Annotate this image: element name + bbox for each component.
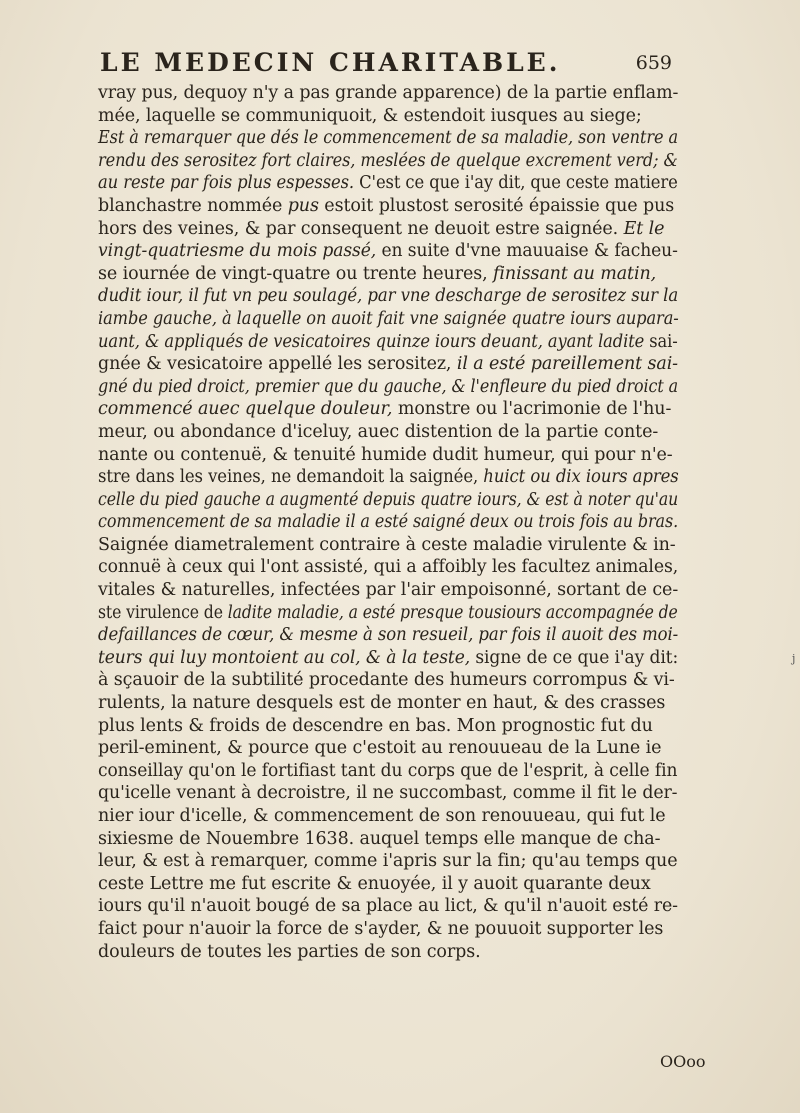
roman-segment: connuë à ceux qui l'ont assisté, qui a affoibly les facultez animales,: [98, 557, 679, 578]
italic-segment: defaillances de cœur, & mesme à son resueil, par fois il auoit des moi-: [98, 625, 679, 646]
roman-segment: nier iour d'icelle, & commencement de son renouueau, qui fut le: [98, 806, 666, 826]
text-line: [98, 353, 677, 376]
roman-segment: meur, ou abondance d'iceluy, auec distention de la partie conte-: [98, 421, 659, 442]
italic-segment: au reste par fois plus espesses.: [98, 173, 355, 194]
text-line: [98, 828, 678, 851]
catchword: OOoo: [660, 1052, 706, 1071]
text-line: [98, 127, 678, 150]
text-line: [98, 398, 678, 421]
roman-segment: blanchastre nommée: [98, 195, 288, 216]
text-line: [98, 760, 678, 783]
roman-segment: iours qu'il n'auoit bougé de sa place au lict, & qu'il n'auoit esté re-: [98, 896, 678, 917]
roman-segment: rulents, la nature desquels est de monter en haut, & des crasses: [98, 693, 666, 714]
roman-segment: signe de ce que i'ay dit:: [470, 647, 679, 668]
roman-segment: mée, laquelle se communiquoit, & estendoit iusques au siege;: [98, 105, 642, 126]
roman-segment: plus lents & froids de descendre en bas. Mon prognostic fut du: [98, 715, 653, 736]
text-line: [98, 331, 678, 354]
text-line: [98, 941, 678, 964]
text-line: [98, 376, 679, 399]
roman-segment: estoit plustost serosité épaissie que pus: [318, 195, 675, 216]
roman-segment: à sçauoir de la subtilité procedante des humeurs corrompus & vi-: [98, 670, 675, 691]
italic-segment: pus: [287, 195, 319, 216]
roman-segment: monstre ou l'acrimonie de l'hu-: [392, 399, 672, 420]
roman-segment: stre dans les veines, ne demandoit la saignée,: [98, 467, 484, 488]
roman-segment: Saignée diametralement contraire à ceste maladie virulente & in-: [98, 534, 676, 555]
text-line: [98, 285, 679, 308]
page-number: 659: [635, 52, 672, 74]
text-line: [98, 150, 678, 173]
italic-segment: iambe gauche, à laquelle on auoit fait vne saignée quatre iours aupara-: [98, 308, 679, 329]
italic-segment: Est à remarquer que dés le commencement de sa maladie, son ventre a: [98, 128, 678, 149]
text-line: [98, 918, 678, 941]
roman-segment: ste virulence de: [98, 602, 228, 623]
text-line: [98, 715, 678, 738]
text-line: [98, 602, 678, 625]
text-line: [98, 850, 678, 873]
text-line: [98, 489, 679, 512]
roman-segment: nante ou contenuë, & tenuité humide dudit humeur, qui pour n'e-: [98, 444, 673, 465]
italic-segment: dudit iour, il fut vn peu soulagé, par vne descharge de serositez sur la: [98, 286, 679, 307]
text-line: [98, 737, 678, 760]
italic-segment: vingt-quatriesme du mois passé,: [98, 241, 377, 262]
roman-segment: conseillay qu'on le fortifiast tant du corps que de l'esprit, à celle fin: [98, 760, 678, 781]
roman-segment: vitales & naturelles, infectées par l'air empoisonné, sortant de ce-: [98, 580, 679, 601]
text-line: [98, 669, 678, 692]
body-text: [98, 82, 678, 963]
text-line: [98, 308, 679, 331]
text-line: [98, 624, 679, 647]
text-line: [98, 647, 679, 670]
italic-segment: teurs qui luy montoient au col, & à la teste,: [98, 647, 471, 668]
roman-segment: vray pus, dequoy n'y a pas grande apparence) de la partie enflam-: [98, 83, 679, 103]
roman-segment: sixiesme de Nouembre 1638. auquel temps elle manque de cha-: [98, 828, 661, 849]
roman-segment: qu'icelle venant à decroistre, il ne succombast, comme il fit le der-: [98, 783, 678, 804]
italic-segment: rendu des serositez fort claires, meslées de quelque excrement verd; &: [98, 150, 678, 171]
text-line: [98, 263, 678, 286]
roman-segment: se iournée de vingt-quatre ou trente heures,: [98, 263, 494, 284]
italic-segment: uant, & appliqués de vesicatoires quinze iours deuant, ayant ladite: [98, 331, 645, 352]
page-header: [100, 48, 672, 82]
text-line: [98, 172, 678, 195]
text-line: [98, 444, 678, 467]
roman-segment: hors des veines, & par consequent ne deuoit estre saignée.: [98, 218, 624, 239]
roman-segment: leur, & est à remarquer, comme i'apris sur la fin; qu'au temps que: [98, 851, 678, 872]
running-title: LE MEDECIN CHARITABLE.: [100, 48, 561, 77]
italic-segment: celle du pied gauche a augmenté depuis quatre iours, & est à noter qu'au: [98, 489, 679, 510]
text-line: [98, 240, 678, 263]
text-line: [98, 534, 678, 557]
italic-segment: gné du pied droict, premier que du gauche, & l'enfleure du pied droict a: [98, 376, 679, 397]
text-line: [98, 195, 678, 218]
italic-segment: commencé auec quelque douleur,: [98, 399, 393, 420]
text-line: [98, 466, 679, 489]
roman-segment: ceste Lettre me fut escrite & enuoyée, il y auoit quarante deux: [98, 873, 651, 894]
text-line: [98, 218, 678, 241]
text-line: [98, 105, 678, 128]
roman-segment: douleurs de toutes les parties de son corps.: [98, 941, 481, 962]
roman-segment: peril-eminent, & pource que c'estoit au renouueau de la Lune ie: [98, 738, 662, 759]
roman-segment: sai-: [644, 331, 678, 352]
italic-segment: ladite maladie, a esté presque tousiours accompagnée de: [227, 602, 678, 623]
italic-segment: il a esté pareillement sai-: [456, 354, 678, 375]
text-line: [98, 873, 678, 896]
text-line: [98, 692, 678, 715]
italic-segment: huict ou dix iours apres: [483, 467, 679, 488]
italic-segment: Et le: [623, 218, 665, 239]
margin-mark: j: [792, 652, 796, 665]
text-line: [98, 421, 678, 444]
text-line: [98, 82, 679, 105]
italic-segment: finissant au matin,: [493, 263, 657, 284]
roman-segment: gnée & vesicatoire appellé les serositez,: [98, 354, 457, 375]
text-line: [98, 556, 679, 579]
italic-segment: commencement de sa maladie il a esté saigné deux ou trois fois au bras.: [98, 512, 679, 533]
text-line: [98, 579, 678, 602]
roman-segment: C'est ce que i'ay dit, que ceste matiere: [354, 173, 678, 194]
roman-segment: faict pour n'auoir la force de s'ayder, & ne pouuoit supporter les: [98, 918, 664, 939]
roman-segment: en suite d'vne mauuaise & facheu-: [376, 241, 678, 262]
text-line: [98, 895, 678, 918]
text-line: [98, 805, 678, 828]
text-line: [98, 782, 678, 805]
text-line: [98, 511, 679, 534]
